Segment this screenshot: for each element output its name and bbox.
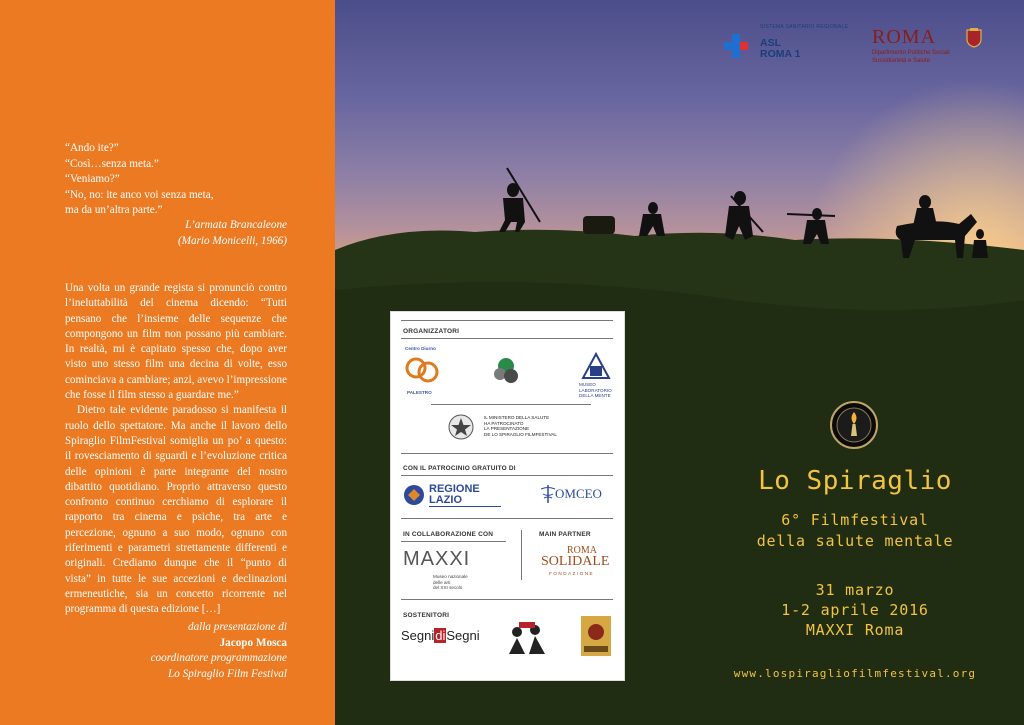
lazio-word: LAZIO bbox=[429, 494, 462, 506]
segni-word: Segni bbox=[401, 628, 435, 643]
maxxi-desc-line: Museo nazionale bbox=[433, 574, 468, 579]
regione-lazio-logo-icon bbox=[403, 484, 425, 506]
date-line: 1-2 aprile 2016 bbox=[781, 601, 929, 619]
signature-role: coordinatore programmazione bbox=[150, 652, 287, 665]
maxxi-desc-line: del XXI secolo bbox=[433, 585, 463, 591]
section-title: SOSTENITORI bbox=[403, 612, 450, 619]
roma-dept-line: Dipartimento Politiche Sociali bbox=[872, 50, 950, 56]
festival-title: Lo Spiraglio bbox=[758, 466, 952, 496]
paragraph: Dietro tale evidente paradosso si manifesta il ruolo dello spettatore. Ma anche il lavoro dello Spiraglio FilmFestival somiglia un po’ a questo: il rovesciamento di sguardi e l’evoluzione critica delle opinioni è parte integrante del nostro dibattito quotidiano. Proprio attraverso questo confronto continuo cerchiamo di esplorare il rapporto tra cinema e psiche, tra arte e percezione, ognuno a suo modo, ognuno con riferimenti e parametri strettamente differenti e originali. Crediamo dunque che il “punto di vista” in tutte le sue accezioni e declinazioni ermeneutiche, sia un concetto ricorrente nel programma di questa edizione […] bbox=[65, 404, 287, 616]
asl-line: ROMA 1 bbox=[760, 48, 801, 60]
divider bbox=[401, 599, 613, 600]
di-word: di bbox=[435, 628, 446, 643]
regione-lazio-text bbox=[429, 484, 480, 506]
roma-logo: ROMA bbox=[872, 26, 937, 48]
quote-director: (Mario Monicelli, 1966) bbox=[177, 234, 287, 247]
date-line: 31 marzo bbox=[815, 581, 895, 599]
roma-solidale-word: SOLIDALE bbox=[541, 554, 610, 569]
asl-cross-icon bbox=[724, 34, 748, 58]
omceo-text: OMCEO bbox=[555, 486, 602, 501]
left-panel bbox=[0, 0, 335, 725]
divider bbox=[521, 530, 522, 580]
museo-laboratorio-logo-icon bbox=[579, 350, 613, 380]
italian-emblem-icon bbox=[447, 412, 475, 442]
section-title: ORGANIZZATORI bbox=[403, 328, 460, 335]
regione-word: REGIONE bbox=[429, 483, 480, 495]
section-title: CON IL PATROCINIO GRATUITO DI bbox=[403, 465, 516, 472]
quote-line: “Ando ite?” bbox=[65, 142, 119, 154]
asl-logo-text bbox=[760, 38, 800, 60]
roma-solidale-roma: ROMA bbox=[567, 545, 598, 556]
festival-edition: 6° Filmfestival bbox=[781, 511, 929, 529]
quote-line: “Così…senza meta.” bbox=[65, 157, 159, 170]
ministero-line: DE LO SPIRAGLIO FILMFESTIVAL bbox=[484, 431, 557, 437]
asl-line: ASL bbox=[760, 37, 781, 49]
ministero-line: HA PATROCINATO bbox=[484, 420, 524, 426]
divider bbox=[429, 506, 501, 507]
centro-diurno-text: Centro Diurno bbox=[405, 346, 436, 351]
divider bbox=[401, 475, 613, 476]
signature bbox=[65, 620, 287, 682]
festival-url-link[interactable]: www.lospiragliofilmfestival.org bbox=[733, 667, 977, 680]
festival-subtitle bbox=[700, 510, 1010, 552]
quote-attribution bbox=[65, 218, 287, 249]
sponsor-figures-logo-icon bbox=[505, 616, 549, 658]
palestro-text: PALESTRO bbox=[407, 390, 432, 395]
roma-shield-icon bbox=[966, 28, 982, 48]
section-title: MAIN PARTNER bbox=[539, 531, 591, 538]
ministero-line: LA PRESENTAZIONE bbox=[484, 426, 530, 432]
venue-line: MAXXI Roma bbox=[805, 621, 905, 639]
divider bbox=[401, 320, 613, 321]
roma-department bbox=[872, 50, 950, 65]
signature-org: Lo Spiraglio Film Festival bbox=[167, 667, 287, 680]
festival-dates bbox=[700, 580, 1010, 640]
ministero-text bbox=[484, 415, 557, 437]
studio-logo-icon bbox=[581, 616, 611, 656]
association-logo-icon bbox=[489, 354, 523, 388]
divider bbox=[401, 541, 506, 542]
centro-diurno-logo-icon bbox=[403, 348, 441, 392]
fondazione-text: FONDAZIONE bbox=[549, 571, 595, 576]
quote-line: “No, no: ite anco voi senza meta, bbox=[65, 188, 214, 201]
festival-tagline: della salute mentale bbox=[756, 532, 954, 550]
signature-name: Jacopo Mosca bbox=[219, 636, 287, 649]
segni-word: Segni bbox=[446, 628, 480, 643]
divider bbox=[401, 453, 613, 454]
divider bbox=[401, 338, 613, 339]
sponsor-card bbox=[390, 311, 625, 681]
section-title: IN COLLABORAZIONE CON bbox=[403, 531, 494, 538]
museo-lab-text: MUSEO LABORATORIO DELLA MENTE bbox=[579, 382, 612, 399]
ministero-line: IL MINISTERO DELLA SALUTE bbox=[484, 415, 550, 420]
maxxi-logo: MAXXI bbox=[403, 548, 471, 570]
quote-block bbox=[65, 141, 290, 219]
maxxi-desc-line: delle arti bbox=[433, 579, 451, 585]
quote-line: “Veniamo?” bbox=[65, 173, 120, 186]
maxxi-description bbox=[433, 574, 468, 591]
asl-caption: SISTEMA SANITARIO REGIONALE bbox=[760, 24, 849, 30]
presentation-text bbox=[65, 281, 287, 618]
divider bbox=[431, 404, 591, 405]
festival-emblem-icon bbox=[829, 400, 879, 450]
roma-dept-line: Sussidiarietà e Salute bbox=[872, 57, 931, 64]
segni-di-segni-logo bbox=[401, 628, 480, 643]
paragraph: Una volta un grande regista si pronunciò contro l’ineluttabilità del cinema dicendo: “Tutti pensano che l’insieme delle sequenze che compongono un film non possano più cambiare. In realtà, mi è capitato spesso che, dopo aver visto uno stesso film una decina di volte, esso cominciava a cambiare; anzi, avevo l’impressione che fosse il film stesso a guardare me.” bbox=[65, 282, 287, 402]
quote-film: L’armata Brancaleone bbox=[185, 219, 287, 231]
quote-line: ma da un’altra parte.” bbox=[65, 204, 163, 217]
signature-from: dalla presentazione di bbox=[187, 621, 287, 633]
divider bbox=[401, 518, 613, 519]
